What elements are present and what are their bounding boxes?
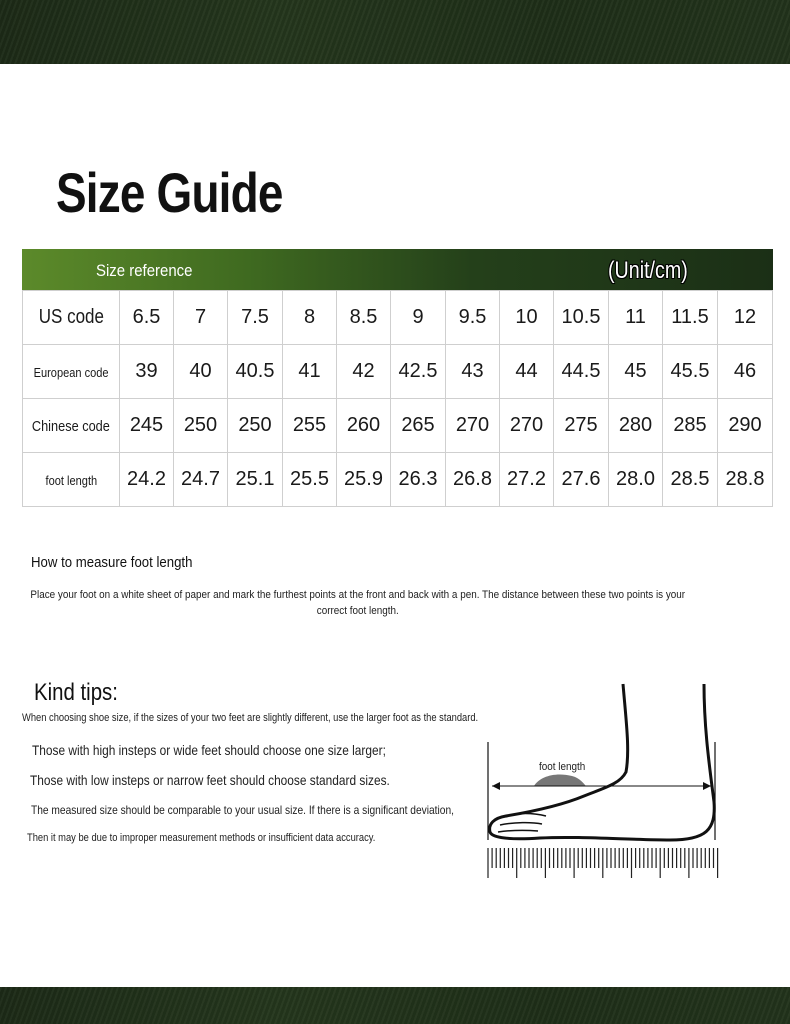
table-row — [23, 291, 773, 345]
row-label: European code — [33, 365, 109, 380]
row-label-cell — [23, 399, 120, 453]
measure-instructions: Place your foot on a white sheet of paper and mark the furthest points at the front and back with a pen. The distance between these two points is your correct foot length. — [30, 589, 686, 617]
size-cell: 24.7 — [174, 453, 228, 507]
size-grid — [22, 290, 773, 507]
size-cell: 43 — [446, 345, 500, 399]
size-cell: 8 — [283, 291, 337, 345]
size-cell: 40 — [174, 345, 228, 399]
size-cell: 10.5 — [554, 291, 609, 345]
tips-title: Kind tips: — [34, 679, 118, 706]
size-cell: 9.5 — [446, 291, 500, 345]
size-cell: 7.5 — [228, 291, 283, 345]
size-cell: 28.8 — [718, 453, 773, 507]
size-cell: 11 — [609, 291, 663, 345]
tip-line-1: When choosing shoe size, if the sizes of your two feet are slightly different, use the larger foot as the standard. — [22, 712, 479, 724]
row-label: Chinese code — [32, 418, 110, 435]
size-cell: 10 — [500, 291, 554, 345]
size-cell: 26.8 — [446, 453, 500, 507]
size-cell: 44 — [500, 345, 554, 399]
size-cell: 285 — [663, 399, 718, 453]
tip-line-4: The measured size should be comparable to your usual size. If there is a significant deviation, — [31, 803, 454, 817]
size-cell: 255 — [283, 399, 337, 453]
row-label: US code — [38, 306, 104, 328]
table-row — [23, 399, 773, 453]
row-label-cell — [23, 453, 120, 507]
size-cell: 275 — [554, 399, 609, 453]
table-row — [23, 453, 773, 507]
size-cell: 245 — [120, 399, 174, 453]
tip-line-2: Those with high insteps or wide feet should choose one size larger; — [32, 742, 386, 758]
size-cell: 46 — [718, 345, 773, 399]
size-cell: 12 — [718, 291, 773, 345]
size-cell: 270 — [500, 399, 554, 453]
size-cell: 44.5 — [554, 345, 609, 399]
row-label: foot length — [45, 473, 97, 488]
size-cell: 25.9 — [337, 453, 391, 507]
tip-line-5: Then it may be due to improper measurement methods or insufficient data accuracy. — [27, 832, 376, 844]
size-cell: 280 — [609, 399, 663, 453]
size-cell: 250 — [228, 399, 283, 453]
table-header-bar — [22, 249, 773, 290]
size-cell: 24.2 — [120, 453, 174, 507]
size-cell: 28.0 — [609, 453, 663, 507]
size-table — [22, 249, 773, 507]
row-label-cell — [23, 345, 120, 399]
top-texture-band — [0, 0, 790, 64]
measure-title: How to measure foot length — [31, 554, 193, 571]
size-cell: 27.2 — [500, 453, 554, 507]
size-cell: 42 — [337, 345, 391, 399]
size-cell: 42.5 — [391, 345, 446, 399]
size-cell: 6.5 — [120, 291, 174, 345]
tip-line-3: Those with low insteps or narrow feet should choose standard sizes. — [30, 772, 390, 788]
foot-ruler-icon — [480, 680, 720, 880]
size-cell: 290 — [718, 399, 773, 453]
size-cell: 7 — [174, 291, 228, 345]
size-reference-label: Size reference — [96, 261, 193, 280]
size-cell: 40.5 — [228, 345, 283, 399]
size-cell: 25.1 — [228, 453, 283, 507]
size-cell: 8.5 — [337, 291, 391, 345]
size-cell: 260 — [337, 399, 391, 453]
size-cell: 270 — [446, 399, 500, 453]
page-title: Size Guide — [56, 161, 283, 224]
size-cell: 39 — [120, 345, 174, 399]
size-cell: 26.3 — [391, 453, 446, 507]
row-label-cell — [23, 291, 120, 345]
table-row — [23, 345, 773, 399]
size-cell: 45 — [609, 345, 663, 399]
size-cell: 45.5 — [663, 345, 718, 399]
size-cell: 41 — [283, 345, 337, 399]
size-cell: 11.5 — [663, 291, 718, 345]
size-cell: 9 — [391, 291, 446, 345]
size-cell: 265 — [391, 399, 446, 453]
size-cell: 250 — [174, 399, 228, 453]
size-cell: 25.5 — [283, 453, 337, 507]
size-cell: 27.6 — [554, 453, 609, 507]
unit-label: (Unit/cm) — [608, 257, 688, 284]
foot-length-label: foot length — [539, 761, 586, 773]
size-cell: 28.5 — [663, 453, 718, 507]
bottom-texture-band — [0, 987, 790, 1024]
